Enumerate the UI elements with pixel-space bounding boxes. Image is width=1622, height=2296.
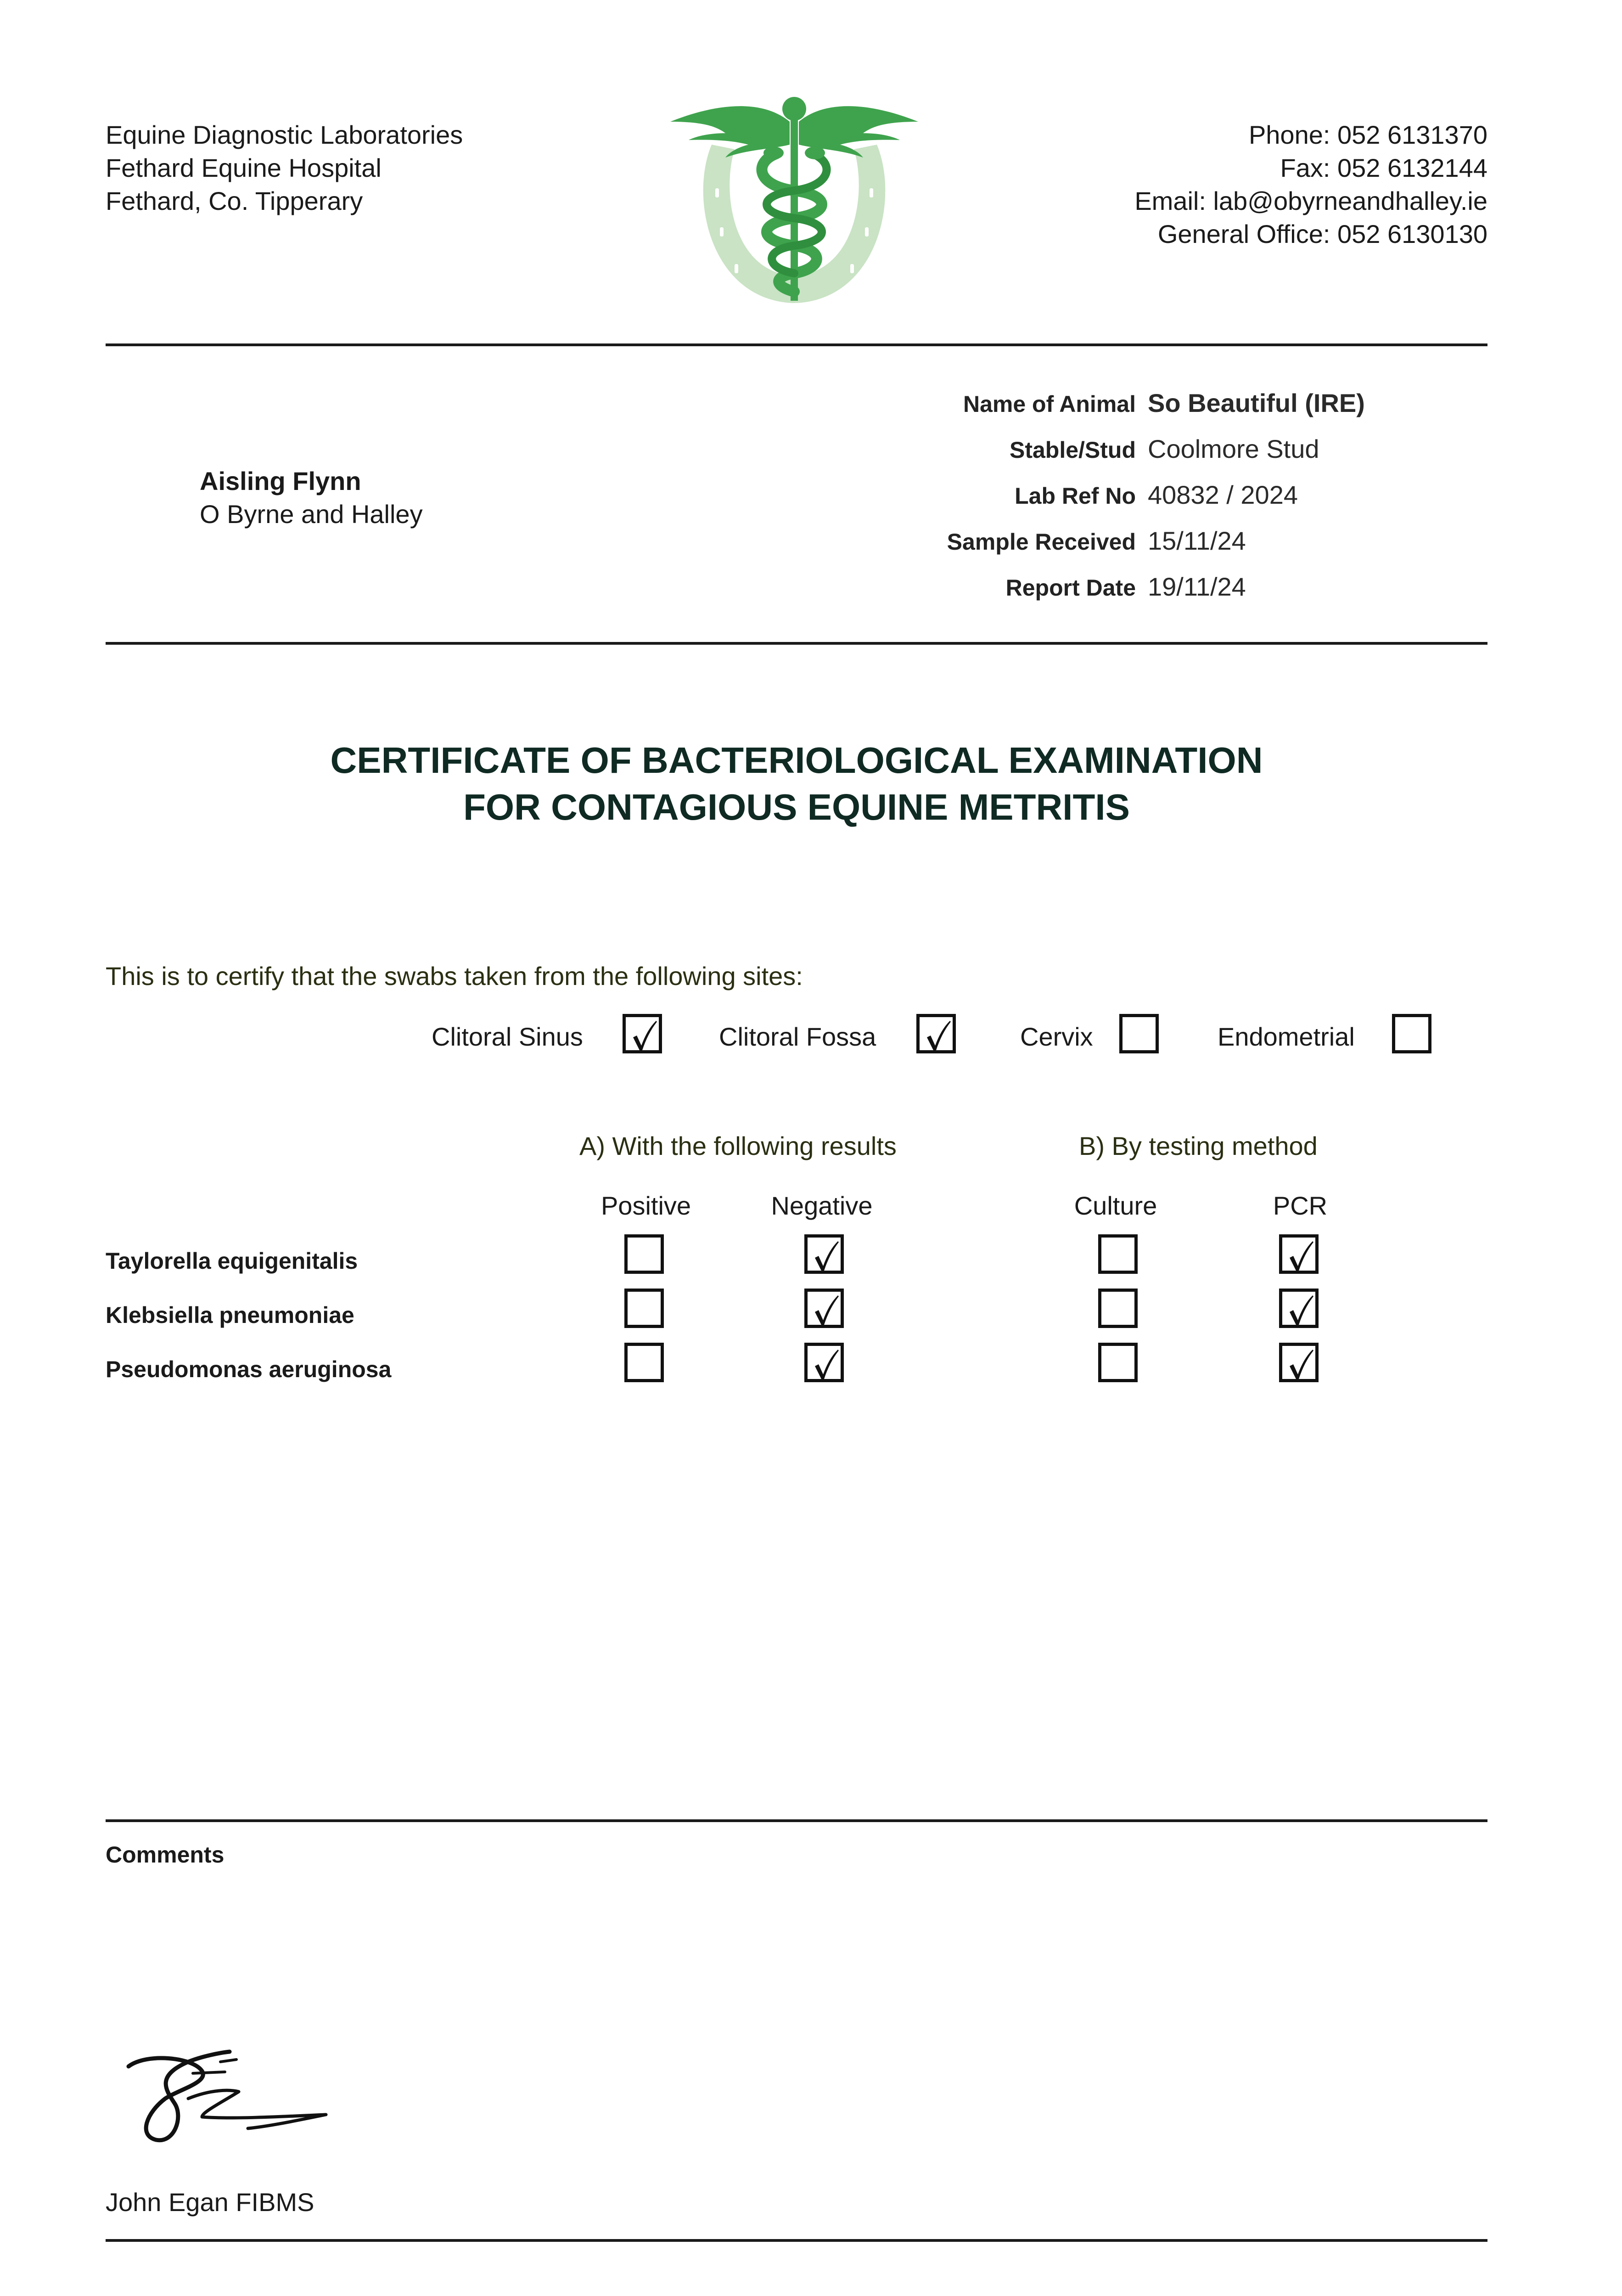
positive-checkbox[interactable] <box>624 1234 664 1274</box>
checkmark-icon <box>812 1349 840 1380</box>
caduceus-horseshoe-icon <box>661 90 927 310</box>
certificate-title <box>106 737 1487 831</box>
comments-label: Comments <box>106 1842 224 1868</box>
culture-checkbox[interactable] <box>1098 1289 1138 1328</box>
negative-checkbox[interactable] <box>804 1343 844 1382</box>
checkmark-icon <box>812 1240 840 1272</box>
organism-label: Pseudomonas aeruginosa <box>106 1356 392 1382</box>
lab-fax: Fax: 052 6132144 <box>1280 153 1487 182</box>
site-label: Cervix <box>1020 1022 1093 1051</box>
site-label: Clitoral Sinus <box>432 1022 583 1051</box>
site-checkbox[interactable] <box>916 1014 956 1053</box>
checkmark-icon <box>1287 1349 1314 1380</box>
signatory-name: John Egan FIBMS <box>106 2188 314 2217</box>
lab-address-line: Fethard, Co. Tipperary <box>106 186 363 215</box>
checkmark-icon <box>924 1020 952 1051</box>
sample-received-date: 15/11/24 <box>1148 526 1246 555</box>
title-line: FOR CONTAGIOUS EQUINE METRITIS <box>463 787 1130 827</box>
site-label: Clitoral Fossa <box>719 1022 876 1051</box>
checkmark-icon <box>812 1294 840 1326</box>
detail-row-report <box>872 572 1365 618</box>
lab-general-office: General Office: 052 6130130 <box>1157 219 1487 248</box>
recipient <box>200 465 423 531</box>
culture-checkbox[interactable] <box>1098 1343 1138 1382</box>
site-label: Endometrial <box>1218 1022 1355 1051</box>
signature-image <box>110 2039 340 2158</box>
lab-address-line: Equine Diagnostic Laboratories <box>106 120 463 149</box>
checkmark-icon <box>630 1020 658 1051</box>
lab-email: Email: lab@obyrneandhalley.ie <box>1134 186 1487 215</box>
pcr-checkbox[interactable] <box>1279 1234 1319 1274</box>
title-line: CERTIFICATE OF BACTERIOLOGICAL EXAMINATION <box>330 740 1263 781</box>
lab-ref-no: 40832 / 2024 <box>1148 480 1298 509</box>
animal-name: So Beautiful (IRE) <box>1148 388 1365 417</box>
lab-phone: Phone: 052 6131370 <box>1248 120 1487 149</box>
recipient-organisation: O Byrne and Halley <box>200 500 423 529</box>
pcr-checkbox[interactable] <box>1279 1289 1319 1328</box>
detail-row-animal <box>872 388 1365 434</box>
detail-row-stable <box>872 434 1365 480</box>
footer-divider <box>106 2239 1487 2242</box>
column-header-positive: Positive <box>601 1191 691 1220</box>
negative-checkbox[interactable] <box>804 1289 844 1328</box>
comments-divider <box>106 1819 1487 1822</box>
detail-label: Sample Received <box>947 529 1136 555</box>
detail-label: Stable/Stud <box>1009 437 1136 463</box>
stable-stud: Coolmore Stud <box>1148 434 1319 463</box>
animal-details <box>872 388 1365 618</box>
recipient-name: Aisling Flynn <box>200 467 361 495</box>
report-date: 19/11/24 <box>1148 572 1246 601</box>
site-checkbox[interactable] <box>623 1014 662 1053</box>
culture-checkbox[interactable] <box>1098 1234 1138 1274</box>
negative-checkbox[interactable] <box>804 1234 844 1274</box>
column-header-pcr: PCR <box>1273 1191 1328 1220</box>
detail-label: Lab Ref No <box>1015 483 1136 509</box>
organism-label: Klebsiella pneumoniae <box>106 1302 354 1328</box>
detail-row-labref <box>872 480 1365 526</box>
detail-row-received <box>872 526 1365 572</box>
lab-address-line: Fethard Equine Hospital <box>106 153 382 182</box>
column-header-culture: Culture <box>1074 1191 1157 1220</box>
checkmark-icon <box>1287 1294 1314 1326</box>
site-checkbox[interactable] <box>1119 1014 1159 1053</box>
organism-label: Taylorella equigenitalis <box>106 1248 358 1274</box>
pcr-checkbox[interactable] <box>1279 1343 1319 1382</box>
site-checkbox[interactable] <box>1392 1014 1431 1053</box>
lab-contact <box>1134 118 1487 251</box>
positive-checkbox[interactable] <box>624 1289 664 1328</box>
details-divider <box>106 642 1487 645</box>
lab-address <box>106 118 463 218</box>
section-b-header: B) By testing method <box>1079 1131 1318 1160</box>
detail-label: Name of Animal <box>963 391 1136 417</box>
section-a-header: A) With the following results <box>579 1131 897 1160</box>
certification-intro: This is to certify that the swabs taken from the following sites: <box>106 962 803 990</box>
column-header-negative: Negative <box>771 1191 873 1220</box>
checkmark-icon <box>1287 1240 1314 1272</box>
detail-label: Report Date <box>1005 575 1136 601</box>
header-divider <box>106 343 1487 346</box>
positive-checkbox[interactable] <box>624 1343 664 1382</box>
